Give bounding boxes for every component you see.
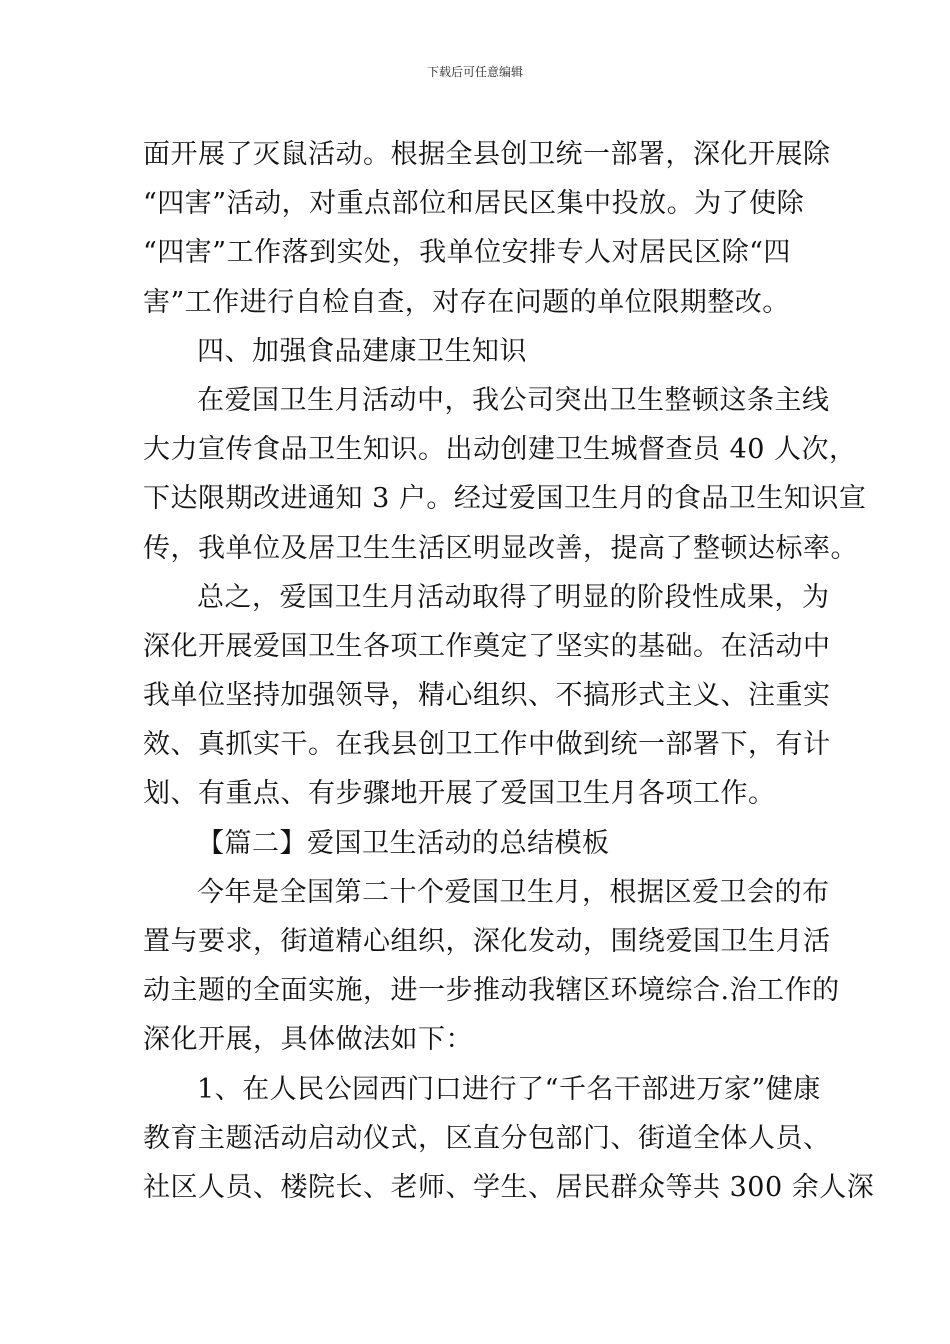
text-line: 面开展了灭鼠活动。根据全县创卫统一部署，深化开展除 [143, 139, 831, 170]
section-heading: 【篇二】爱国卫生活动的总结模板 [197, 827, 610, 859]
text-line: 社区人员、楼院长、老师、学生、居民群众等共 300 余人深 [143, 1171, 875, 1203]
text-line: “四害”活动，对重点部位和居民区集中投放。为了使除 [143, 188, 805, 220]
page-header-note: 下载后可任意编辑 [426, 65, 523, 79]
text-line: 害”工作进行自检自查，对存在问题的单位限期整改。 [143, 286, 790, 318]
text-line: “四害”工作落到实处，我单位安排专人对居民区除“四 [143, 237, 791, 269]
paragraph-first-line: 总之，爱国卫生月活动取得了明显的阶段性成果，为 [197, 581, 830, 613]
text-line: 动主题的全面实施，进一步推动我辖区环境综合.治工作的 [143, 975, 840, 1007]
text-line: 置与要求，街道精心组织，深化发动，围绕爱国卫生月活 [143, 926, 831, 957]
paragraph-first-line: 1、在人民公园西门口进行了“千名干部进万家”健康 [197, 1073, 821, 1105]
paragraph-first-line: 今年是全国第二十个爱国卫生月，根据区爱卫会的布 [197, 876, 830, 908]
text-line: 我单位坚持加强领导，精心组织、不搞形式主义、注重实 [143, 680, 831, 712]
text-line: 划、有重点、有步骤地开展了爱国卫生月各项工作。 [143, 778, 776, 810]
text-line: 效、真抓实干。在我县创卫工作中做到统一部署下，有计 [143, 729, 831, 761]
document-body [143, 130, 875, 1212]
text-line: 深化开展爱国卫生各项工作奠定了坚实的基础。在活动中 [143, 630, 831, 662]
text-line: 传，我单位及居卫生生活区明显改善，提高了整顿达标率。 [143, 532, 858, 564]
paragraph-first-line: 在爱国卫生月活动中，我公司突出卫生整顿这条主线 [197, 384, 830, 416]
text-line: 下达限期改进通知 3 户。经过爱国卫生月的食品卫生知识宣 [143, 483, 867, 515]
text-line: 教育主题活动启动仪式，区直分包部门、街道全体人员、 [143, 1122, 831, 1154]
text-line: 大力宣传食品卫生知识。出动创建卫生城督查员 40 人次， [143, 434, 857, 466]
section-heading: 四、加强食品建康卫生知识 [197, 335, 527, 367]
text-line: 深化开展，具体做法如下： [143, 1024, 473, 1056]
